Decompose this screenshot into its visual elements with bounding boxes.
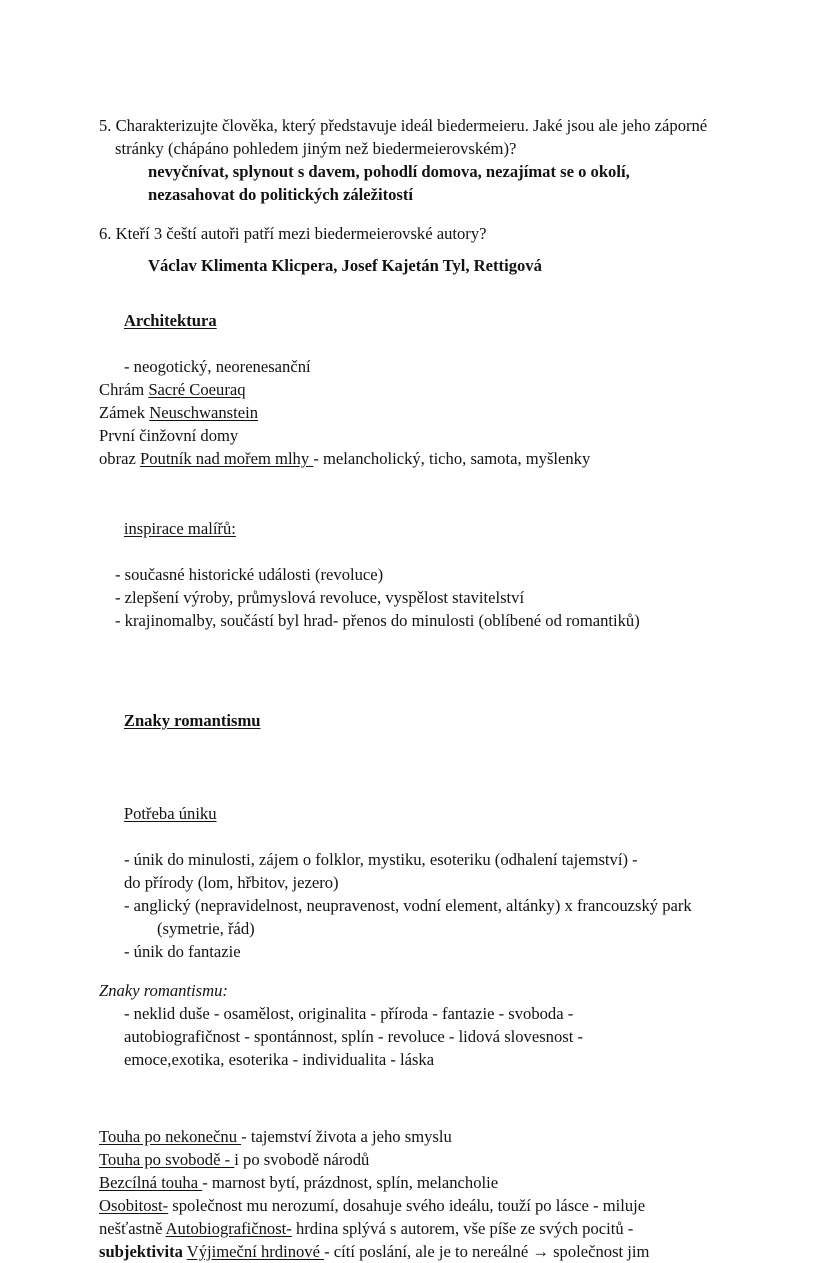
spacer (99, 206, 749, 222)
spacer (99, 277, 749, 286)
question-6-prompt-line-1: 6. Kteří 3 čeští autoři patří mezi biedermeierovské autory? (99, 224, 487, 243)
architecture-styles: - neogotický, neorenesanční (124, 357, 311, 376)
architecture-item-underlined: Sacré Coeuraq (148, 380, 246, 399)
spacer (99, 245, 749, 254)
romanticism-term (99, 1148, 749, 1171)
final-line-2-rest: hrdina splývá s autorem, vše píše ze svých pocitů - (291, 1219, 634, 1238)
romanticism-term-name: Touha po svobodě - (99, 1150, 235, 1169)
architecture-item-prefix: Zámek (99, 403, 150, 422)
final-paragraph-line-3 (99, 1240, 749, 1263)
question-5-answer-line-2: nezasahovat do politických záležitostí (148, 185, 414, 204)
spacer (99, 632, 749, 686)
question-5-prompt-line-1: 5. Charakterizujte člověka, který představuje ideál biedermeieru. Jaké jsou ale jeho záporné (99, 116, 708, 135)
escape-need-line: (symetrie, řád) (157, 919, 255, 938)
escape-need-heading (99, 779, 749, 848)
question-5-prompt-line-2: stránky (chápáno pohledem jiným než biedermeierovském)? (115, 139, 517, 158)
painters-inspiration-item: - současné historické události (revoluce) (115, 565, 384, 584)
architecture-item-prefix: Chrám (99, 380, 149, 399)
final-paragraph-line-2 (99, 1217, 749, 1240)
romanticism-term-name: Touha po nekonečnu (99, 1127, 242, 1146)
spacer (99, 963, 749, 979)
romanticism-features-line: - neklid duše - osamělost, originalita - příroda - fantazie - svoboda - (124, 1004, 574, 1023)
architecture-item-underlined: Poutník nad mořem mlhy (140, 449, 314, 468)
final-line-3-rest: - cítí poslání, ale je to nereálné → společnost jim (324, 1242, 650, 1261)
escape-need-line: - anglický (nepravidelnost, neupravenost, vodní element, altánky) x francouzský park (124, 896, 692, 915)
romanticism-term (99, 1171, 749, 1194)
final-term-osobitost: Osobitost- (99, 1196, 169, 1215)
spacer (99, 1071, 749, 1125)
romanticism-term (99, 1125, 749, 1148)
architecture-item-suffix: - melancholický, ticho, samota, myšlenky (313, 449, 591, 468)
romanticism-features-heading: Znaky romantismu: (99, 981, 228, 1000)
question-6-answer-line-1: Václav Klimenta Klicpera, Josef Kajetán Tyl, Rettigová (148, 256, 542, 275)
document-body (99, 114, 749, 1263)
final-line-2-prefix: nešťastně (99, 1219, 166, 1238)
architecture-item-prefix: První činžovní domy (99, 426, 239, 445)
architecture-heading-text: Architektura (123, 311, 217, 330)
romanticism-term-desc: i po svobodě národů (234, 1150, 370, 1169)
final-term-subjektivita: subjektivita (99, 1242, 183, 1261)
escape-need-line: - únik do minulosti, zájem o folklor, mystiku, esoteriku (odhalení tajemství) - (124, 850, 638, 869)
spacer (99, 755, 749, 779)
romanticism-term-desc: - tajemství života a jeho smyslu (241, 1127, 452, 1146)
architecture-item-prefix: obraz (99, 449, 140, 468)
painters-inspiration-heading-text: inspirace malířů: (123, 519, 236, 538)
architecture-heading (99, 286, 749, 355)
final-line-1-rest: společnost mu nerozumí, dosahuje svého ideálu, touží po lásce - miluje (168, 1196, 646, 1215)
escape-need-line: do přírody (lom, hřbitov, jezero) (124, 873, 339, 892)
romanticism-term-desc: - marnost bytí, prázdnost, splín, melancholie (202, 1173, 499, 1192)
final-term-autobiograficnost: Autobiografičnost- (165, 1219, 292, 1238)
spacer (99, 470, 749, 494)
final-term-vyjimecni-hrdinove: Výjimeční hrdinové (186, 1242, 325, 1261)
romanticism-features-line: autobiografičnost - spontánnost, splín - revoluce - lidová slovesnost - (124, 1027, 584, 1046)
escape-need-line: - únik do fantazie (124, 942, 241, 961)
painters-inspiration-item: - zlepšení výroby, průmyslová revoluce, vyspělost stavitelství (115, 588, 525, 607)
architecture-item (99, 447, 749, 470)
romanticism-term-name: Bezcílná touha (99, 1173, 203, 1192)
architecture-item (99, 424, 749, 447)
romanticism-features-line: emoce,exotika, esoterika - individualita - láska (124, 1050, 435, 1069)
painters-inspiration-heading (99, 494, 749, 563)
question-5-answer-line-1: nevyčnívat, splynout s davem, pohodlí domova, nezajímat se o okolí, (148, 162, 630, 181)
romanticism-heading (99, 686, 749, 755)
architecture-item-underlined: Neuschwanstein (149, 403, 258, 422)
romanticism-heading-text: Znaky romantismu (123, 711, 261, 730)
architecture-item (99, 401, 749, 424)
architecture-item (99, 378, 749, 401)
escape-need-heading-text: Potřeba úniku (123, 804, 217, 823)
final-paragraph-line-1 (99, 1194, 749, 1217)
painters-inspiration-item: - krajinomalby, součástí byl hrad- přenos do minulosti (oblíbené od romantiků) (115, 611, 640, 630)
